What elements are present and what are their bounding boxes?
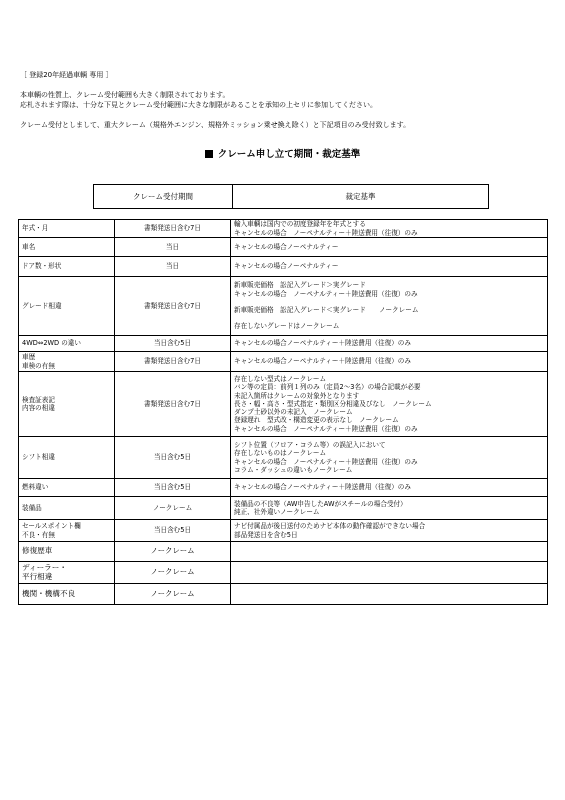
row-item (19, 584, 115, 605)
row-period: 書類発送日含む7日 (115, 372, 231, 437)
row-item (19, 220, 115, 238)
criteria-line: 純正、社外違いノークレーム (234, 508, 320, 516)
header-note: ［ 登録20年経過車輌 専用 ］ (20, 71, 113, 79)
table-row (19, 542, 548, 562)
row-criteria (231, 520, 548, 542)
row-criteria (231, 220, 548, 238)
criteria-line: 新車販売価格 訟記入グレード＞実グレード (234, 281, 366, 290)
square-bullet-icon (205, 150, 213, 158)
intro-line: 本車輌の性質上、クレーム受付範囲も大きく制限されております。 (20, 91, 230, 99)
criteria-line: 存在しないグレードはノークレーム (234, 322, 340, 331)
row-item (19, 238, 115, 257)
header-criteria: 裁定基準 (233, 185, 489, 209)
row-criteria (231, 542, 548, 562)
row-item-line: セールスポイント欄 (22, 522, 81, 531)
criteria-line: キャンセルの場合ノーペナルティー＋陸送費用（往復）のみ (234, 483, 411, 492)
criteria-line: コラム・ダッシュの違いもノークレーム (234, 465, 353, 474)
row-item-line: 年式・月 (22, 224, 49, 233)
header-period: クレーム受付期間 (94, 185, 233, 209)
row-criteria (231, 257, 548, 277)
criteria-line: キャンセルの場合ノーペナルティー (234, 262, 339, 271)
table-row (19, 277, 548, 336)
row-item-line: シフト相違 (22, 453, 55, 462)
table-row (19, 238, 548, 257)
table-row (19, 336, 548, 352)
intro-text (20, 70, 550, 130)
row-item (19, 520, 115, 542)
criteria-line: 新車販売価格 訟記入グレード＜実グレード ノークレーム (234, 306, 419, 314)
row-item (19, 437, 115, 479)
row-item-line: 内容の相違 (22, 404, 55, 412)
row-item-line: ディーラー・ (22, 563, 67, 573)
criteria-line: キャンセルの場合ノーペナルティー＋陸送費用（往復）のみ (234, 339, 411, 348)
row-period: 書類発送日含む7日 (115, 220, 231, 238)
criteria-line: シフト位置（フロア・コラム等）の誤記入において (234, 440, 386, 449)
criteria-line: 存在しない型式はノークレーム (234, 374, 327, 383)
criteria-line: バン等の定員：前列１列のみ（定員2～3名）の場合記載が必要 (234, 383, 421, 392)
table-row (19, 352, 548, 372)
table-row (19, 479, 548, 497)
criteria-spacer (234, 298, 544, 306)
criteria-line: 部品発送日を含む5日 (234, 530, 298, 539)
row-period: 当日 (115, 238, 231, 257)
row-criteria (231, 479, 548, 497)
row-item-line: 検査証表記 (22, 395, 55, 404)
row-criteria (231, 336, 548, 352)
criteria-line: キャンセルの場合 ノーペナルティー＋陸送費用（往復）のみ (234, 228, 418, 237)
row-item-line: 車歴 (22, 353, 36, 362)
intro-line: クレーム受付としまして、重大クレーム（規格外エンジン、規格外ミッション乗せ換え除く）と下記項目のみ受付致します。 (20, 121, 411, 129)
row-item-line: グレード相違 (22, 301, 62, 310)
row-item (19, 336, 115, 352)
criteria-line: キャンセルの場合 ノーペナルティー＋陸送費用（往復）のみ (234, 457, 418, 466)
row-item-line: 修復歴車 (22, 546, 53, 556)
table-row (19, 497, 548, 520)
row-item (19, 562, 115, 584)
row-item-line: 装備品 (22, 503, 42, 512)
row-period: 書類発送日含む7日 (115, 352, 231, 372)
criteria-line: 装備品の不良等（AW申告したAWがスチールの場合受付） (234, 499, 407, 508)
row-item-line: 4WD⇔2WD の違い (22, 339, 81, 348)
criteria-line: ナビ付属品が後日送付のためナビ本体の動作確認ができない場合 (234, 522, 426, 531)
criteria-line: 登録遅れ 型式改・構造変更の表示なし ノークレーム (234, 416, 399, 425)
criteria-line: キャンセルの場合ノーペナルティー (234, 242, 339, 251)
row-period: 当日含む5日 (115, 336, 231, 352)
row-period: 当日含む5日 (115, 479, 231, 497)
row-period: 当日含む5日 (115, 437, 231, 479)
claim-criteria-table (18, 219, 548, 605)
criteria-line: キャンセルの場合 ノーペナルティー＋陸送費用（往復）のみ (234, 289, 418, 298)
row-criteria (231, 352, 548, 372)
row-period: ノークレーム (115, 497, 231, 520)
row-item (19, 479, 115, 497)
table-row (19, 562, 548, 584)
criteria-line: 輸入車輌は国内での初度登録年を年式とする (234, 220, 366, 229)
row-criteria (231, 562, 548, 584)
criteria-line: 存在しないものはノークレーム (234, 449, 327, 458)
row-item (19, 497, 115, 520)
row-item-line: ドア数・形状 (22, 262, 62, 271)
row-criteria (231, 372, 548, 437)
criteria-line: 長さ・幅・高さ・型式指定・類別区分相違及びなし ノークレーム (234, 399, 432, 408)
row-item-line: 車検の有無 (22, 361, 55, 370)
table-row (19, 220, 548, 238)
row-period: ノークレーム (115, 542, 231, 562)
row-period: 書類発送日含む7日 (115, 277, 231, 336)
row-item-line: 不良・有無 (22, 530, 55, 539)
table-row (19, 437, 548, 479)
row-item-line: 車名 (22, 242, 36, 251)
row-item (19, 257, 115, 277)
criteria-line: キャンセルの場合 ノーペナルティー＋陸送費用（往復）のみ (234, 424, 418, 433)
criteria-table-header (93, 184, 489, 209)
row-criteria (231, 584, 548, 605)
section-title (0, 146, 565, 160)
row-item (19, 352, 115, 372)
table-row (19, 584, 548, 605)
row-item-line: 燃料違い (22, 483, 49, 492)
row-criteria (231, 238, 548, 257)
table-row (19, 520, 548, 542)
table-row (19, 257, 548, 277)
row-item (19, 542, 115, 562)
criteria-line: ダンプ土砂以外の未記入 ノークレーム (234, 408, 353, 417)
row-criteria (231, 277, 548, 336)
row-item-line: 平行相違 (22, 571, 53, 581)
criteria-line: 未記入箇所はクレームの対象外となります (234, 391, 360, 400)
row-criteria (231, 437, 548, 479)
row-period: ノークレーム (115, 562, 231, 584)
row-period: ノークレーム (115, 584, 231, 605)
criteria-line: キャンセルの場合ノーペナルティー＋陸送費用（往復）のみ (234, 357, 411, 366)
row-item (19, 372, 115, 437)
section-title-text: クレーム申し立て期間・裁定基準 (217, 149, 361, 160)
row-period: 当日含む5日 (115, 520, 231, 542)
row-criteria (231, 497, 548, 520)
row-item (19, 277, 115, 336)
row-period: 当日 (115, 257, 231, 277)
row-item-line: 機関・機構不良 (22, 588, 76, 598)
table-row (19, 372, 548, 437)
intro-line: 応札されます際は、十分な下見とクレーム受付範囲に大きな制限があることを承知の上セリに参加してください。 (20, 101, 377, 109)
